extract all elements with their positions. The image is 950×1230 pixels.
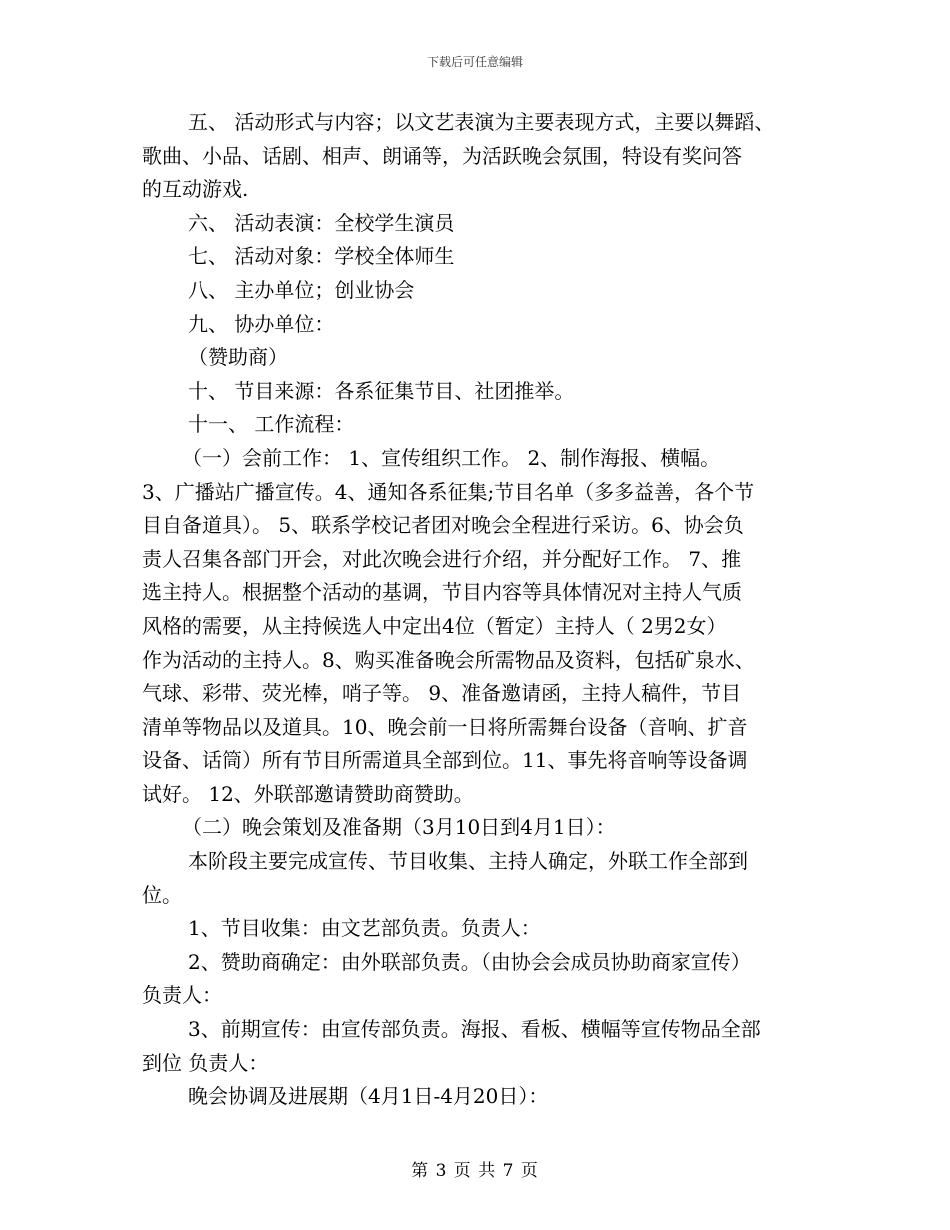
text-line: 六、 活动表演：全校学生演员 (188, 210, 455, 235)
text-line: 位。 (142, 882, 182, 907)
text-line: 五、 活动形式与内容；以文艺表演为主要表现方式，主要以舞蹈、 (188, 110, 775, 134)
document-body (142, 106, 812, 1114)
text-line: 1、节目收集：由文艺部负责。负责人： (188, 916, 541, 941)
text-line: 责人召集各部门开会，对此次晚会进行介绍，并分配好工作。 7、推 (142, 546, 742, 571)
text-line: （赞助商） (188, 345, 288, 370)
page-header: 下载后可任意编辑 (426, 55, 523, 69)
page-footer: 第 3 页 共 7 页 (411, 1161, 539, 1181)
text-line: 选主持人。根据整个活动的基调，节目内容等具体情况对主持人气质 (142, 580, 742, 605)
text-line: （一）会前工作： 1、宣传组织工作。 2、制作海报、横幅。 (182, 445, 721, 470)
text-line: 的互动游戏. (142, 177, 249, 202)
text-line: 负责人： (142, 983, 222, 1008)
text-line: 歌曲、小品、话剧、相声、朗诵等，为活跃晚会氛围，特设有奖问答 (142, 143, 742, 168)
text-line: 目自备道具）。 5、联系学校记者团对晚会全程进行采访。6、协会负 (142, 513, 744, 538)
text-line: 十、 节目来源：各系征集节目、社团推举。 (188, 378, 575, 403)
text-line: 本阶段主要完成宣传、节目收集、主持人确定，外联工作全部到 (188, 849, 748, 874)
text-line: 七、 活动对象：学校全体师生 (188, 244, 455, 269)
text-line: 气球、彩带、荧光棒，哨子等。 9、准备邀请函，主持人稿件，节目 (142, 681, 742, 706)
text-line: 2、赞助商确定：由外联部负责。（由协会会成员协助商家宣传） (188, 949, 751, 974)
text-line: 3、广播站广播宣传。4、通知各系征集;节目名单（多多益善，各个节 (142, 479, 755, 504)
text-line: 八、 主办单位；创业协会 (188, 277, 415, 302)
text-line: （二）晚会策划及准备期（3月10日到4月1日）： (182, 815, 616, 840)
text-line: 清单等物品以及道具。10、晚会前一日将所需舞台设备（音响、扩音 (142, 714, 748, 739)
text-line: 九、 协办单位： (188, 311, 335, 336)
text-line: 设备、话筒）所有节目所需道具全部到位。11、事先将音响等设备调 (142, 748, 748, 773)
text-line: 3、前期宣传：由宣传部负责。海报、看板、横幅等宣传物品全部 (188, 1017, 761, 1042)
text-line: 晚会协调及进展期（4月1日-4月20日）： (188, 1084, 549, 1109)
text-line: 十一、 工作流程： (188, 412, 355, 437)
text-line: 到位 负责人： (142, 1050, 269, 1075)
text-line: 作为活动的主持人。8、购买准备晚会所需物品及资料，包括矿泉水、 (142, 647, 755, 672)
text-line: 试好。 12、外联部邀请赞助商赞助。 (142, 781, 474, 806)
text-line: 风格的需要，从主持候选人中定出4位（暂定）主持人（ 2男2女） (142, 613, 727, 638)
